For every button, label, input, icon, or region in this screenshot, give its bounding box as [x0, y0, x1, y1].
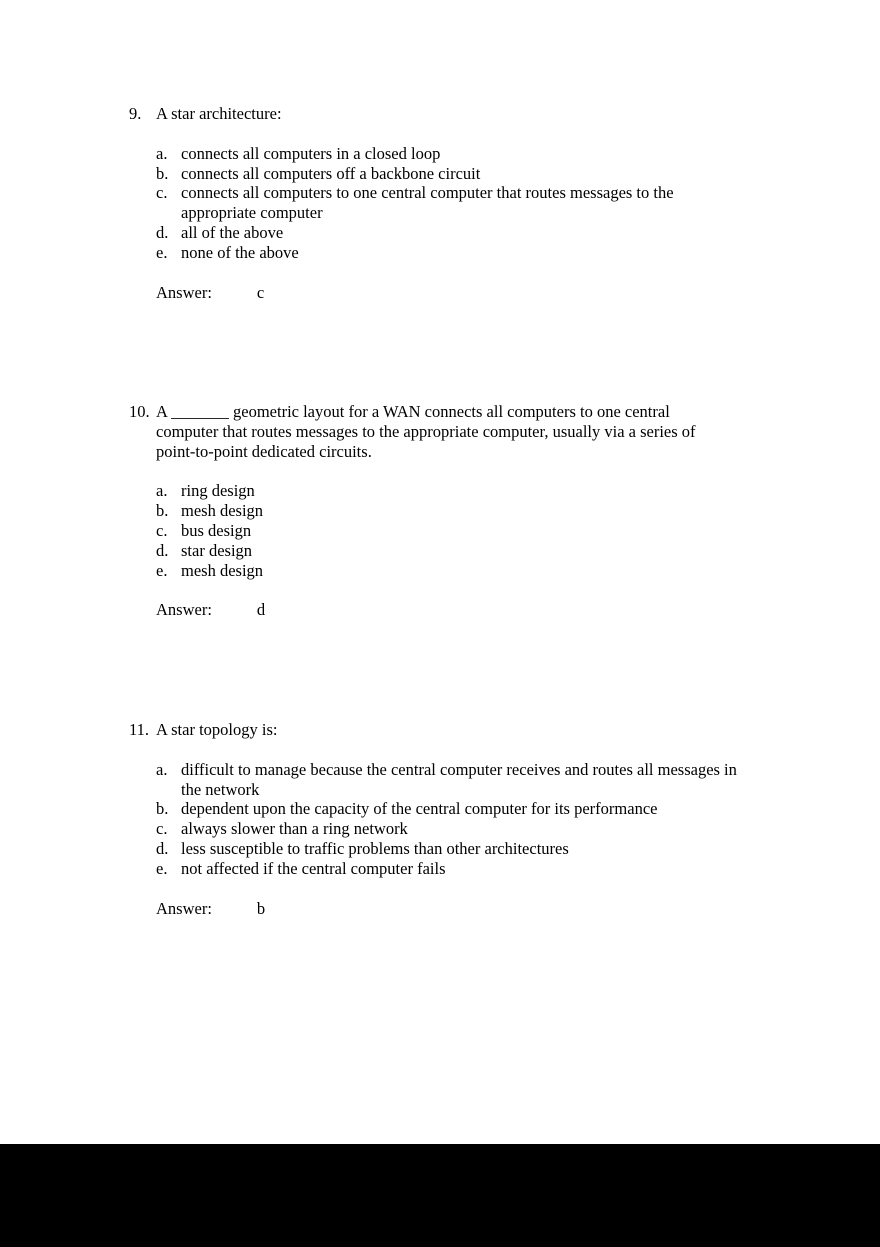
- option-text: dependent upon the capacity of the central computer for its performance: [181, 799, 658, 819]
- option-text: none of the above: [181, 242, 299, 262]
- answer-value: c: [256, 282, 265, 302]
- question-text: A _______ geometric layout for a WAN connects all computers to one central computer that routes messages to the appropriate computer, usually via a series of point-to-point dedicated circuits.: [156, 402, 696, 461]
- option-text: ring design: [181, 481, 255, 501]
- option-letter: d.: [156, 222, 169, 242]
- option-text: all of the above: [181, 222, 284, 242]
- question-text: A star architecture:: [156, 104, 282, 123]
- question-text: A star topology is:: [156, 720, 278, 739]
- question-9: [129, 104, 769, 302]
- option-d: [156, 223, 769, 243]
- question-11: [129, 720, 769, 918]
- option-letter: d.: [156, 838, 169, 858]
- option-b: [156, 164, 769, 184]
- option-letter: c.: [156, 520, 168, 540]
- option-text: less susceptible to traffic problems than other architectures: [181, 838, 569, 858]
- option-list: [156, 760, 769, 879]
- option-letter: b.: [156, 163, 169, 183]
- option-letter: e.: [156, 560, 168, 580]
- answer-line: [156, 283, 769, 303]
- option-text: mesh design: [181, 501, 264, 521]
- answer-label: Answer:: [156, 282, 212, 302]
- option-text: difficult to manage because the central computer receives and routes all messages in the network: [181, 759, 737, 799]
- option-text: star design: [181, 540, 253, 560]
- answer-line: [156, 899, 769, 919]
- option-e: [156, 561, 769, 581]
- option-c: [156, 819, 769, 839]
- option-letter: b.: [156, 501, 169, 521]
- option-a: [156, 760, 751, 800]
- answer-value: b: [256, 898, 266, 918]
- option-letter: e.: [156, 242, 168, 262]
- question-number: 10.: [129, 402, 150, 421]
- option-c: [156, 183, 701, 223]
- question-10: [129, 402, 769, 620]
- option-e: [156, 859, 769, 879]
- question-number: 11.: [129, 720, 150, 739]
- option-letter: a.: [156, 143, 168, 163]
- option-b: [156, 799, 769, 819]
- answer-value: d: [256, 600, 266, 620]
- option-list: [156, 481, 769, 580]
- option-letter: b.: [156, 799, 169, 819]
- option-text: not affected if the central computer fails: [181, 858, 446, 878]
- question-stem: [129, 104, 769, 124]
- option-text: mesh design: [181, 560, 264, 580]
- option-text: connects all computers in a closed loop: [181, 143, 441, 163]
- option-letter: e.: [156, 858, 168, 878]
- option-e: [156, 243, 769, 263]
- option-letter: a.: [156, 481, 168, 501]
- option-d: [156, 541, 769, 561]
- option-list: [156, 144, 769, 263]
- option-a: [156, 144, 769, 164]
- answer-label: Answer:: [156, 600, 212, 620]
- option-text: always slower than a ring network: [181, 819, 408, 839]
- option-letter: c.: [156, 819, 168, 839]
- option-a: [156, 481, 769, 501]
- option-letter: a.: [156, 759, 168, 779]
- option-letter: c.: [156, 183, 168, 203]
- option-b: [156, 501, 769, 521]
- option-c: [156, 521, 769, 541]
- option-text: connects all computers off a backbone circuit: [181, 163, 481, 183]
- option-letter: d.: [156, 540, 169, 560]
- option-d: [156, 839, 769, 859]
- option-text: bus design: [181, 520, 252, 540]
- question-number: 9.: [129, 104, 142, 123]
- option-text: connects all computers to one central computer that routes messages to the appropriate computer: [181, 183, 674, 223]
- answer-label: Answer:: [156, 898, 212, 918]
- answer-line: [156, 600, 769, 620]
- question-stem: [129, 720, 769, 740]
- question-stem: [129, 402, 726, 461]
